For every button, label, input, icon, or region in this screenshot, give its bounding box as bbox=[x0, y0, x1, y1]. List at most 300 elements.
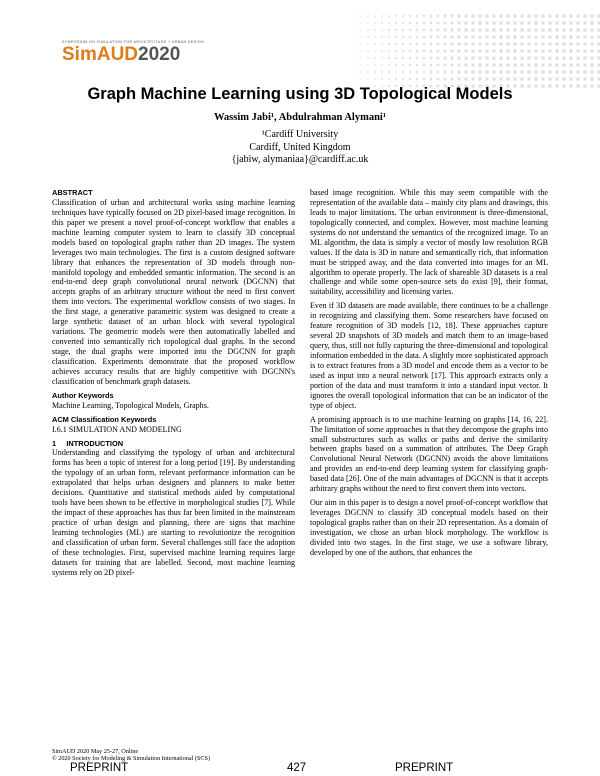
grid-dot bbox=[492, 42, 496, 46]
left-column bbox=[52, 188, 295, 578]
grid-dot bbox=[499, 14, 503, 18]
grid-dot bbox=[583, 77, 587, 81]
grid-dot bbox=[409, 22, 411, 24]
grid-dot bbox=[499, 21, 503, 25]
grid-dot bbox=[569, 49, 573, 53]
grid-dot bbox=[499, 70, 503, 74]
grid-dot bbox=[541, 56, 545, 60]
grid-dot bbox=[548, 28, 552, 32]
grid-dot bbox=[423, 36, 426, 39]
grid-dot bbox=[374, 36, 376, 38]
grid-dot bbox=[534, 63, 538, 67]
grid-dot bbox=[562, 49, 566, 53]
grid-dot bbox=[478, 14, 482, 18]
grid-dot bbox=[395, 71, 397, 73]
grid-dot bbox=[360, 15, 361, 16]
grid-dot bbox=[409, 64, 411, 66]
grid-dot bbox=[436, 70, 439, 73]
grid-dot bbox=[374, 29, 376, 31]
introduction-text: Understanding and classifying the typology of urban and architectural forms has been a topic of interest for a long period [19]. By understanding the typology of an urban form, relevant performance information can be extrapolated that helps urban designers and planners to make better decisions. Quantitative and statistical methods aided by computational tools have been shown to be effective in morphological studies [7]. While the impact of these approaches has thus far been limited in the mainstream practice of urban design and planning, there are signs that machine learning technologies (ML) are starting to revolutionize the recognition and classification of urban form. Several challenges still face the adoption of these technologies. First, supervised machine learning requires large datasets for training that are labelled. Second, most machine learning systems rely on 2D pixel- bbox=[52, 448, 295, 577]
grid-dot bbox=[416, 22, 419, 25]
grid-dot bbox=[436, 21, 439, 24]
logo-name: SimAUD bbox=[62, 44, 139, 65]
grid-dot bbox=[576, 63, 580, 67]
grid-dot bbox=[457, 49, 460, 52]
grid-dot bbox=[471, 56, 475, 60]
grid-dot bbox=[576, 77, 580, 81]
grid-dot bbox=[478, 35, 482, 39]
grid-dot bbox=[562, 56, 566, 60]
grid-dot bbox=[499, 77, 503, 81]
grid-dot bbox=[520, 77, 524, 81]
grid-dot bbox=[409, 36, 411, 38]
grid-dot bbox=[478, 56, 482, 60]
acm-heading: ACM Classification Keywords bbox=[52, 414, 157, 424]
grid-dot bbox=[520, 49, 524, 53]
grid-dot bbox=[450, 28, 453, 31]
grid-dot bbox=[471, 77, 475, 81]
grid-dot bbox=[388, 36, 390, 38]
grid-dot bbox=[416, 29, 419, 32]
grid-dot bbox=[548, 77, 552, 81]
grid-dot bbox=[450, 70, 453, 73]
grid-dot bbox=[555, 21, 559, 25]
grid-dot bbox=[436, 35, 439, 38]
grid-dot bbox=[492, 21, 496, 25]
grid-dot bbox=[513, 28, 517, 32]
grid-dot bbox=[402, 22, 404, 24]
grid-dot bbox=[416, 71, 419, 74]
copyright-footer bbox=[52, 748, 210, 762]
grid-dot bbox=[555, 70, 559, 74]
grid-dot bbox=[590, 35, 594, 39]
decorative-dot-grid bbox=[350, 12, 600, 92]
grid-dot bbox=[555, 35, 559, 39]
grid-dot bbox=[506, 70, 510, 74]
grid-dot bbox=[423, 15, 426, 18]
grid-dot bbox=[367, 71, 369, 73]
grid-dot bbox=[381, 15, 383, 17]
grid-dot bbox=[541, 49, 545, 53]
grid-dot bbox=[360, 71, 361, 72]
grid-dot bbox=[464, 49, 468, 53]
grid-dot bbox=[499, 28, 503, 32]
grid-dot bbox=[360, 78, 361, 79]
grid-dot bbox=[443, 42, 446, 45]
grid-dot bbox=[541, 14, 545, 18]
affiliation-institution: ¹Cardiff University bbox=[261, 129, 339, 140]
grid-dot bbox=[381, 64, 383, 66]
grid-dot bbox=[590, 49, 594, 53]
grid-dot bbox=[590, 77, 594, 81]
grid-dot bbox=[520, 21, 524, 25]
grid-dot bbox=[436, 28, 439, 31]
grid-dot bbox=[353, 64, 354, 65]
grid-dot bbox=[492, 49, 496, 53]
grid-dot bbox=[534, 77, 538, 81]
grid-dot bbox=[485, 56, 489, 60]
grid-dot bbox=[409, 15, 411, 17]
grid-dot bbox=[485, 21, 489, 25]
grid-dot bbox=[395, 43, 397, 45]
grid-dot bbox=[409, 43, 411, 45]
grid-dot bbox=[583, 49, 587, 53]
grid-dot bbox=[492, 63, 496, 67]
grid-dot bbox=[562, 35, 566, 39]
grid-dot bbox=[569, 14, 573, 18]
grid-dot bbox=[374, 15, 376, 17]
grid-dot bbox=[576, 21, 580, 25]
grid-dot bbox=[374, 64, 376, 66]
grid-dot bbox=[541, 77, 545, 81]
grid-dot bbox=[506, 63, 510, 67]
grid-dot bbox=[478, 63, 482, 67]
grid-dot bbox=[464, 35, 468, 39]
grid-dot bbox=[562, 14, 566, 18]
grid-dot bbox=[457, 70, 460, 73]
grid-dot bbox=[374, 22, 376, 24]
grid-dot bbox=[353, 22, 354, 23]
grid-dot bbox=[555, 14, 559, 18]
grid-dot bbox=[527, 35, 531, 39]
grid-dot bbox=[555, 77, 559, 81]
grid-dot bbox=[353, 43, 354, 44]
grid-dot bbox=[513, 63, 517, 67]
keywords-text: Machine Learning, Topological Models, Graphs. bbox=[52, 400, 209, 410]
grid-dot bbox=[527, 14, 531, 18]
simaud-logo bbox=[62, 40, 205, 66]
grid-dot bbox=[450, 56, 453, 59]
grid-dot bbox=[506, 42, 510, 46]
grid-dot bbox=[534, 35, 538, 39]
grid-dot bbox=[520, 63, 524, 67]
grid-dot bbox=[443, 77, 446, 80]
grid-dot bbox=[436, 14, 439, 17]
grid-dot bbox=[541, 28, 545, 32]
grid-dot bbox=[555, 63, 559, 67]
grid-dot bbox=[450, 35, 453, 38]
grid-dot bbox=[569, 63, 573, 67]
grid-dot bbox=[464, 28, 468, 32]
grid-dot bbox=[569, 70, 573, 74]
grid-dot bbox=[402, 43, 404, 45]
grid-dot bbox=[562, 28, 566, 32]
grid-dot bbox=[353, 29, 354, 30]
grid-dot bbox=[464, 14, 468, 18]
grid-dot bbox=[402, 57, 404, 59]
grid-dot bbox=[430, 36, 433, 39]
grid-dot bbox=[450, 14, 453, 17]
grid-dot bbox=[576, 70, 580, 74]
grid-dot bbox=[464, 56, 468, 60]
grid-dot bbox=[555, 49, 559, 53]
grid-dot bbox=[471, 49, 475, 53]
grid-dot bbox=[395, 29, 397, 31]
keywords-heading: Author Keywords bbox=[52, 390, 114, 400]
grid-dot bbox=[534, 49, 538, 53]
grid-dot bbox=[423, 50, 426, 53]
grid-dot bbox=[402, 15, 404, 17]
grid-dot bbox=[381, 22, 383, 24]
body-paragraph-3: A promising approach is to use machine learning on graphs [14, 16, 22]. The limitation of some approaches is that they decompose the graphs into small substructures such as walks or paths and derive the similarity between graphs based on a summation of attributes. The Deep Graph Convolutional Neural Network (DGCNN) avoids the above limitations and provides an end-to-end deep learning system for classifying graph-based data [26]. One of the main advantages of DGCNN is that it accepts arbitrary graphs without the need to first convert them into vectors. bbox=[310, 414, 548, 494]
grid-dot bbox=[485, 35, 489, 39]
grid-dot bbox=[569, 28, 573, 32]
grid-dot bbox=[409, 71, 411, 73]
grid-dot bbox=[402, 64, 404, 66]
grid-dot bbox=[492, 70, 496, 74]
abstract-heading: ABSTRACT bbox=[52, 188, 93, 197]
grid-dot bbox=[443, 14, 446, 17]
grid-dot bbox=[527, 56, 531, 60]
grid-dot bbox=[499, 56, 503, 60]
grid-dot bbox=[381, 43, 383, 45]
grid-dot bbox=[388, 78, 390, 80]
grid-dot bbox=[381, 29, 383, 31]
grid-dot bbox=[443, 21, 446, 24]
grid-dot bbox=[416, 64, 419, 67]
grid-dot bbox=[506, 56, 510, 60]
grid-dot bbox=[360, 22, 361, 23]
grid-dot bbox=[534, 70, 538, 74]
grid-dot bbox=[485, 42, 489, 46]
grid-dot bbox=[367, 50, 369, 52]
grid-dot bbox=[443, 49, 446, 52]
logo-wordmark bbox=[62, 44, 192, 66]
grid-dot bbox=[527, 28, 531, 32]
grid-dot bbox=[527, 49, 531, 53]
grid-dot bbox=[499, 49, 503, 53]
grid-dot bbox=[562, 77, 566, 81]
grid-dot bbox=[478, 21, 482, 25]
paper-title: Graph Machine Learning using 3D Topological Models bbox=[87, 85, 513, 103]
grid-dot bbox=[534, 56, 538, 60]
grid-dot bbox=[423, 43, 426, 46]
grid-dot bbox=[555, 28, 559, 32]
grid-dot bbox=[353, 50, 354, 51]
grid-dot bbox=[395, 36, 397, 38]
grid-dot bbox=[423, 64, 426, 67]
grid-dot bbox=[450, 77, 453, 80]
grid-dot bbox=[485, 70, 489, 74]
logo-tagline: SYMPOSIUM ON SIMULATION FOR ARCHITECTURE + URBAN DESIGN bbox=[62, 40, 205, 44]
body-paragraph-4: Our aim in this paper is to design a novel proof-of-concept workflow that leverages DGCNN to classify 3D conceptual models based on their topological graphs rather than on their 2D representation. As a domain of investigation, we chose an urban block morphology. The workflow is divided into two stages. In the first stage, we use a software library, developed by one of the authors, that enhances the bbox=[310, 498, 548, 557]
grid-dot bbox=[541, 35, 545, 39]
grid-dot bbox=[583, 35, 587, 39]
grid-dot bbox=[583, 63, 587, 67]
grid-dot bbox=[360, 64, 361, 65]
grid-dot bbox=[569, 77, 573, 81]
grid-dot bbox=[430, 71, 433, 74]
grid-dot bbox=[367, 15, 369, 17]
grid-dot bbox=[506, 21, 510, 25]
grid-dot bbox=[457, 56, 460, 59]
grid-dot bbox=[353, 15, 354, 16]
grid-dot bbox=[388, 22, 390, 24]
grid-dot bbox=[541, 63, 545, 67]
body-paragraph-2: Even if 3D datasets are made available, there continues to be a challenge in recognizing and classifying them. Some researchers have focused on feature recognition of 3D models [12, 18]. These approaches capture several 2D snapshots of 3D models and match them to an image-based query, thus, still not fully capturing the three-dimensional and topological information embedded in the data. A slightly more sophisticated approach is to extract features from a 3D model and encode them as a vector to be used as input into a neural network [17]. This approach extracts only a portion of the data and must transform it into a standard input vector. It ignores the overall topological information that can be an indicator of the type of object. bbox=[310, 301, 548, 410]
grid-dot bbox=[374, 50, 376, 52]
grid-dot bbox=[381, 78, 383, 80]
grid-dot bbox=[548, 56, 552, 60]
grid-dot bbox=[527, 70, 531, 74]
grid-dot bbox=[506, 49, 510, 53]
grid-dot bbox=[569, 42, 573, 46]
abstract-text: Classification of urban and architectural works using machine learning techniques have typically focused on 2D pixel-based image recognition. In this paper we present a novel proof-of-concept workflow that enables a machine learning computer system to learn to classify 3D conceptual models based on topological graphs rather than 2D images. The system leverages two main technologies. The first is a custom designed software library that enhances the representation of 3D models through non-manifold topology and embedded semantic information. The second is an end-to-end deep graph convolutional neural network (DGCNN) that accepts graphs of an arbitrary structure without the need to first convert them into vectors. The experimental workflow consists of two stages. In the first stage, a generative parametric system was designed to create a large synthetic dataset of an urban block with several typological variations. The geometric models were then automatically labelled and converted into semantically rich topological dual graphs. In the second stage, the dual graphs were imported into the DGCNN for graph classification. Experiments demonstrate that the proposed workflow achieves accuracy results that are highly competitive with DGCNN's classification of benchmark graph datasets. bbox=[52, 197, 295, 386]
grid-dot bbox=[499, 63, 503, 67]
affiliation-email: {jabiw, alymaniaa}@cardiff.ac.uk bbox=[231, 154, 369, 165]
grid-dot bbox=[443, 35, 446, 38]
grid-dot bbox=[464, 42, 468, 46]
grid-dot bbox=[562, 63, 566, 67]
grid-dot bbox=[513, 56, 517, 60]
grid-dot bbox=[353, 71, 354, 72]
grid-dot bbox=[527, 42, 531, 46]
grid-dot bbox=[416, 78, 419, 81]
grid-dot bbox=[402, 71, 404, 73]
grid-dot bbox=[471, 42, 475, 46]
grid-dot bbox=[423, 71, 426, 74]
grid-dot bbox=[471, 63, 475, 67]
grid-dot bbox=[527, 21, 531, 25]
grid-dot bbox=[402, 50, 404, 52]
grid-dot bbox=[590, 14, 594, 18]
grid-dot bbox=[416, 36, 419, 39]
grid-dot bbox=[590, 63, 594, 67]
grid-dot bbox=[395, 78, 397, 80]
grid-dot bbox=[492, 28, 496, 32]
grid-dot bbox=[388, 50, 390, 52]
grid-dot bbox=[506, 28, 510, 32]
grid-dot bbox=[576, 49, 580, 53]
grid-dot bbox=[409, 29, 411, 31]
grid-dot bbox=[569, 21, 573, 25]
grid-dot bbox=[590, 21, 594, 25]
grid-dot bbox=[457, 63, 460, 66]
grid-dot bbox=[360, 36, 361, 37]
grid-dot bbox=[388, 57, 390, 59]
grid-dot bbox=[381, 71, 383, 73]
grid-dot bbox=[374, 71, 376, 73]
grid-dot bbox=[548, 49, 552, 53]
grid-dot bbox=[555, 56, 559, 60]
grid-dot bbox=[457, 77, 460, 80]
footer-copyright: © 2020 Society for Modeling & Simulation International (SCS) bbox=[52, 755, 210, 763]
grid-dot bbox=[492, 56, 496, 60]
grid-dot bbox=[416, 50, 419, 53]
grid-dot bbox=[430, 57, 433, 60]
grid-dot bbox=[569, 35, 573, 39]
grid-dot bbox=[513, 77, 517, 81]
grid-dot bbox=[367, 29, 369, 31]
acm-text: I.6.1 SIMULATION AND MODELING bbox=[52, 424, 182, 434]
grid-dot bbox=[478, 28, 482, 32]
grid-dot bbox=[576, 28, 580, 32]
grid-dot bbox=[583, 28, 587, 32]
grid-dot bbox=[569, 56, 573, 60]
grid-dot bbox=[353, 57, 354, 58]
grid-dot bbox=[436, 56, 439, 59]
grid-dot bbox=[430, 43, 433, 46]
grid-dot bbox=[367, 36, 369, 38]
grid-dot bbox=[464, 21, 468, 25]
page-number: 427 bbox=[287, 762, 307, 774]
grid-dot bbox=[576, 35, 580, 39]
grid-dot bbox=[506, 14, 510, 18]
grid-dot bbox=[457, 42, 460, 45]
grid-dot bbox=[576, 56, 580, 60]
grid-dot bbox=[485, 28, 489, 32]
grid-dot bbox=[520, 70, 524, 74]
grid-dot bbox=[541, 70, 545, 74]
grid-dot bbox=[590, 56, 594, 60]
grid-dot bbox=[388, 43, 390, 45]
grid-dot bbox=[423, 29, 426, 32]
grid-dot bbox=[464, 70, 468, 74]
grid-dot bbox=[367, 78, 369, 80]
grid-dot bbox=[374, 43, 376, 45]
grid-dot bbox=[478, 70, 482, 74]
grid-dot bbox=[548, 21, 552, 25]
grid-dot bbox=[395, 15, 397, 17]
footer-conference: SimAUD 2020 May 25-27, Online bbox=[52, 748, 139, 755]
grid-dot bbox=[562, 70, 566, 74]
grid-dot bbox=[548, 14, 552, 18]
preprint-label-right: PREPRINT bbox=[395, 762, 454, 774]
grid-dot bbox=[374, 78, 376, 80]
grid-dot bbox=[367, 57, 369, 59]
grid-dot bbox=[513, 42, 517, 46]
grid-dot bbox=[485, 63, 489, 67]
grid-dot bbox=[590, 70, 594, 74]
grid-dot bbox=[430, 78, 433, 81]
grid-dot bbox=[485, 49, 489, 53]
grid-dot bbox=[450, 63, 453, 66]
grid-dot bbox=[548, 70, 552, 74]
grid-dot bbox=[430, 50, 433, 53]
grid-dot bbox=[562, 42, 566, 46]
grid-dot bbox=[520, 14, 524, 18]
grid-dot bbox=[513, 70, 517, 74]
grid-dot bbox=[548, 63, 552, 67]
grid-dot bbox=[381, 36, 383, 38]
grid-dot bbox=[360, 57, 361, 58]
grid-dot bbox=[583, 21, 587, 25]
grid-dot bbox=[464, 77, 468, 81]
right-column bbox=[310, 188, 548, 558]
grid-dot bbox=[485, 77, 489, 81]
grid-dot bbox=[590, 42, 594, 46]
grid-dot bbox=[367, 64, 369, 66]
grid-dot bbox=[395, 50, 397, 52]
affiliation-location: Cardiff, United Kingdom bbox=[249, 141, 351, 153]
body-paragraph-1: based image recognition. While this may seem compatible with the representation of the available data – mainly city plans and drawings, this leads to major limitations. The urban environment is three-dimensional, topologically connected, and complex. However, most machine learning systems do not understand the semantics of the recognized image. To an ML algorithm, the data is simply a vector of mostly low resolution RGB values. If the data is 3D in nature and semantically rich, that information must be stripped away, and the data converted into images for an ML algorithm to operate properly. The lack of shareable 3D datasets is a real challenge and while some open-source sets do exist [9], their format, suitability, accessibility and licensing varies. bbox=[310, 188, 548, 297]
grid-dot bbox=[583, 14, 587, 18]
grid-dot bbox=[430, 64, 433, 67]
grid-dot bbox=[367, 22, 369, 24]
grid-dot bbox=[520, 28, 524, 32]
grid-dot bbox=[457, 14, 460, 17]
grid-dot bbox=[513, 21, 517, 25]
grid-dot bbox=[436, 77, 439, 80]
grid-dot bbox=[534, 21, 538, 25]
preprint-label-left: PREPRINT bbox=[70, 762, 129, 774]
grid-dot bbox=[416, 43, 419, 46]
grid-dot bbox=[360, 43, 361, 44]
grid-dot bbox=[534, 28, 538, 32]
grid-dot bbox=[360, 29, 361, 30]
grid-dot bbox=[478, 49, 482, 53]
grid-dot bbox=[381, 50, 383, 52]
